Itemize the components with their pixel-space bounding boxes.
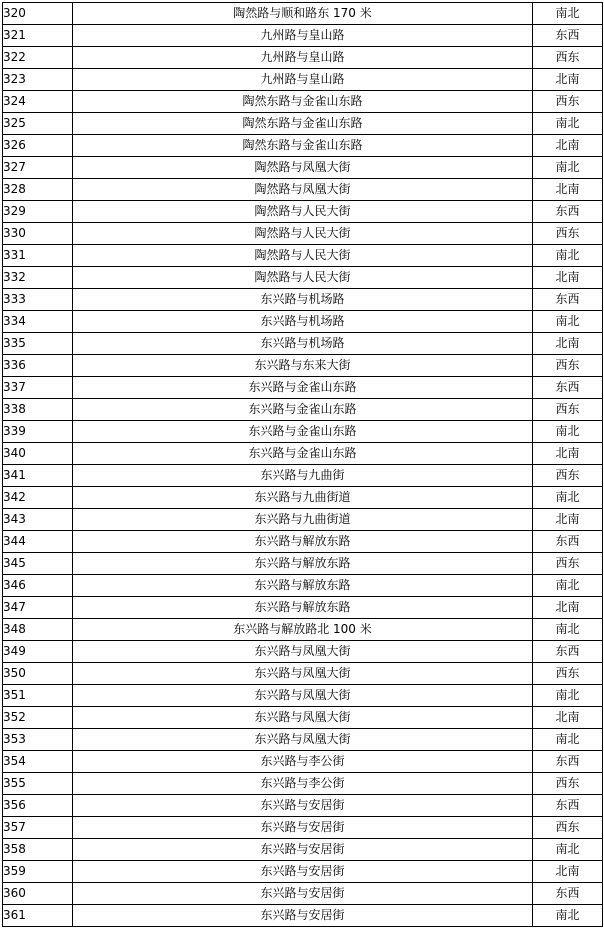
row-number: 338 bbox=[3, 399, 73, 421]
table-row bbox=[3, 223, 603, 245]
location-cell: 陶然路与凤凰大街 bbox=[73, 179, 533, 201]
row-number: 353 bbox=[3, 729, 73, 751]
direction-cell: 北南 bbox=[533, 707, 603, 729]
location-cell: 东兴路与安居街 bbox=[73, 795, 533, 817]
row-number: 339 bbox=[3, 421, 73, 443]
row-number: 322 bbox=[3, 47, 73, 69]
direction-cell: 东西 bbox=[533, 289, 603, 311]
direction-cell: 北南 bbox=[533, 509, 603, 531]
row-number: 354 bbox=[3, 751, 73, 773]
location-cell: 陶然路与凤凰大街 bbox=[73, 157, 533, 179]
row-number: 343 bbox=[3, 509, 73, 531]
row-number: 327 bbox=[3, 157, 73, 179]
direction-cell: 东西 bbox=[533, 883, 603, 905]
location-cell: 陶然路与人民大街 bbox=[73, 245, 533, 267]
direction-cell: 东西 bbox=[533, 751, 603, 773]
table-row bbox=[3, 377, 603, 399]
direction-cell: 南北 bbox=[533, 575, 603, 597]
location-cell: 东兴路与九曲街道 bbox=[73, 487, 533, 509]
direction-cell: 北南 bbox=[533, 597, 603, 619]
direction-cell: 西东 bbox=[533, 663, 603, 685]
direction-cell: 北南 bbox=[533, 69, 603, 91]
direction-cell: 南北 bbox=[533, 729, 603, 751]
row-number: 328 bbox=[3, 179, 73, 201]
direction-cell: 北南 bbox=[533, 267, 603, 289]
table-row bbox=[3, 531, 603, 553]
location-cell: 东兴路与解放东路 bbox=[73, 597, 533, 619]
location-cell: 九州路与皇山路 bbox=[73, 25, 533, 47]
row-number: 333 bbox=[3, 289, 73, 311]
location-cell: 东兴路与安居街 bbox=[73, 861, 533, 883]
row-number: 360 bbox=[3, 883, 73, 905]
location-cell: 陶然路与顺和路东 170 米 bbox=[73, 3, 533, 25]
table-row bbox=[3, 883, 603, 905]
table-row bbox=[3, 597, 603, 619]
table-row bbox=[3, 619, 603, 641]
table-row bbox=[3, 3, 603, 25]
location-cell: 东兴路与东来大街 bbox=[73, 355, 533, 377]
row-number: 350 bbox=[3, 663, 73, 685]
table-row bbox=[3, 267, 603, 289]
location-cell: 东兴路与凤凰大街 bbox=[73, 641, 533, 663]
location-cell: 陶然东路与金雀山东路 bbox=[73, 91, 533, 113]
location-cell: 九州路与皇山路 bbox=[73, 47, 533, 69]
direction-cell: 东西 bbox=[533, 531, 603, 553]
row-number: 331 bbox=[3, 245, 73, 267]
location-cell: 陶然路与人民大街 bbox=[73, 267, 533, 289]
table-row bbox=[3, 575, 603, 597]
direction-cell: 南北 bbox=[533, 905, 603, 927]
camera-location-table bbox=[2, 2, 603, 927]
row-number: 330 bbox=[3, 223, 73, 245]
table-row bbox=[3, 861, 603, 883]
table-body bbox=[3, 3, 603, 927]
location-cell: 东兴路与凤凰大街 bbox=[73, 729, 533, 751]
row-number: 326 bbox=[3, 135, 73, 157]
row-number: 347 bbox=[3, 597, 73, 619]
location-cell: 东兴路与机场路 bbox=[73, 289, 533, 311]
table-row bbox=[3, 553, 603, 575]
direction-cell: 西东 bbox=[533, 817, 603, 839]
direction-cell: 南北 bbox=[533, 245, 603, 267]
location-cell: 东兴路与凤凰大街 bbox=[73, 707, 533, 729]
location-cell: 东兴路与金雀山东路 bbox=[73, 443, 533, 465]
table-row bbox=[3, 201, 603, 223]
direction-cell: 东西 bbox=[533, 641, 603, 663]
row-number: 358 bbox=[3, 839, 73, 861]
table-row bbox=[3, 157, 603, 179]
row-number: 329 bbox=[3, 201, 73, 223]
direction-cell: 南北 bbox=[533, 311, 603, 333]
direction-cell: 西东 bbox=[533, 223, 603, 245]
table-row bbox=[3, 113, 603, 135]
location-cell: 东兴路与凤凰大街 bbox=[73, 685, 533, 707]
location-cell: 东兴路与凤凰大街 bbox=[73, 663, 533, 685]
table-row bbox=[3, 685, 603, 707]
row-number: 351 bbox=[3, 685, 73, 707]
table-row bbox=[3, 795, 603, 817]
row-number: 352 bbox=[3, 707, 73, 729]
direction-cell: 南北 bbox=[533, 619, 603, 641]
row-number: 340 bbox=[3, 443, 73, 465]
direction-cell: 西东 bbox=[533, 91, 603, 113]
direction-cell: 西东 bbox=[533, 465, 603, 487]
direction-cell: 西东 bbox=[533, 355, 603, 377]
table-row bbox=[3, 69, 603, 91]
location-cell: 陶然路与人民大街 bbox=[73, 201, 533, 223]
row-number: 345 bbox=[3, 553, 73, 575]
row-number: 344 bbox=[3, 531, 73, 553]
table-row bbox=[3, 641, 603, 663]
table-row bbox=[3, 421, 603, 443]
direction-cell: 南北 bbox=[533, 113, 603, 135]
row-number: 348 bbox=[3, 619, 73, 641]
location-cell: 东兴路与安居街 bbox=[73, 817, 533, 839]
table-row bbox=[3, 509, 603, 531]
row-number: 357 bbox=[3, 817, 73, 839]
row-number: 341 bbox=[3, 465, 73, 487]
table-row bbox=[3, 663, 603, 685]
direction-cell: 东西 bbox=[533, 795, 603, 817]
location-cell: 东兴路与解放东路 bbox=[73, 575, 533, 597]
location-cell: 东兴路与解放东路 bbox=[73, 553, 533, 575]
location-cell: 东兴路与金雀山东路 bbox=[73, 377, 533, 399]
direction-cell: 北南 bbox=[533, 333, 603, 355]
table-row bbox=[3, 729, 603, 751]
table-row bbox=[3, 25, 603, 47]
row-number: 321 bbox=[3, 25, 73, 47]
table-row bbox=[3, 487, 603, 509]
table-row bbox=[3, 355, 603, 377]
table-row bbox=[3, 135, 603, 157]
row-number: 332 bbox=[3, 267, 73, 289]
direction-cell: 北南 bbox=[533, 443, 603, 465]
table-row bbox=[3, 707, 603, 729]
table-row bbox=[3, 905, 603, 927]
direction-cell: 北南 bbox=[533, 179, 603, 201]
location-cell: 陶然东路与金雀山东路 bbox=[73, 135, 533, 157]
row-number: 337 bbox=[3, 377, 73, 399]
table-row bbox=[3, 179, 603, 201]
row-number: 355 bbox=[3, 773, 73, 795]
location-cell: 东兴路与机场路 bbox=[73, 333, 533, 355]
row-number: 346 bbox=[3, 575, 73, 597]
row-number: 335 bbox=[3, 333, 73, 355]
table-row bbox=[3, 245, 603, 267]
table-row bbox=[3, 465, 603, 487]
location-cell: 东兴路与九曲街道 bbox=[73, 509, 533, 531]
table-row bbox=[3, 817, 603, 839]
direction-cell: 南北 bbox=[533, 421, 603, 443]
location-cell: 东兴路与金雀山东路 bbox=[73, 399, 533, 421]
direction-cell: 西东 bbox=[533, 47, 603, 69]
location-cell: 东兴路与解放东路 bbox=[73, 531, 533, 553]
location-cell: 东兴路与安居街 bbox=[73, 839, 533, 861]
location-cell: 东兴路与安居街 bbox=[73, 905, 533, 927]
row-number: 336 bbox=[3, 355, 73, 377]
location-cell: 东兴路与机场路 bbox=[73, 311, 533, 333]
table-row bbox=[3, 47, 603, 69]
direction-cell: 东西 bbox=[533, 201, 603, 223]
row-number: 323 bbox=[3, 69, 73, 91]
location-cell: 东兴路与金雀山东路 bbox=[73, 421, 533, 443]
location-cell: 东兴路与解放路北 100 米 bbox=[73, 619, 533, 641]
direction-cell: 北南 bbox=[533, 135, 603, 157]
row-number: 324 bbox=[3, 91, 73, 113]
direction-cell: 东西 bbox=[533, 25, 603, 47]
table-row bbox=[3, 839, 603, 861]
direction-cell: 北南 bbox=[533, 861, 603, 883]
location-cell: 九州路与皇山路 bbox=[73, 69, 533, 91]
table-row bbox=[3, 91, 603, 113]
row-number: 356 bbox=[3, 795, 73, 817]
direction-cell: 南北 bbox=[533, 3, 603, 25]
row-number: 349 bbox=[3, 641, 73, 663]
table-row bbox=[3, 399, 603, 421]
direction-cell: 东西 bbox=[533, 377, 603, 399]
table-row bbox=[3, 751, 603, 773]
row-number: 361 bbox=[3, 905, 73, 927]
row-number: 359 bbox=[3, 861, 73, 883]
table-row bbox=[3, 773, 603, 795]
direction-cell: 西东 bbox=[533, 553, 603, 575]
location-cell: 东兴路与九曲街 bbox=[73, 465, 533, 487]
direction-cell: 西东 bbox=[533, 399, 603, 421]
direction-cell: 南北 bbox=[533, 487, 603, 509]
table-row bbox=[3, 289, 603, 311]
row-number: 334 bbox=[3, 311, 73, 333]
direction-cell: 南北 bbox=[533, 839, 603, 861]
location-cell: 东兴路与安居街 bbox=[73, 883, 533, 905]
location-cell: 东兴路与李公街 bbox=[73, 751, 533, 773]
row-number: 342 bbox=[3, 487, 73, 509]
direction-cell: 南北 bbox=[533, 157, 603, 179]
row-number: 325 bbox=[3, 113, 73, 135]
direction-cell: 西东 bbox=[533, 773, 603, 795]
table-row bbox=[3, 311, 603, 333]
table-row bbox=[3, 443, 603, 465]
location-cell: 陶然路与人民大街 bbox=[73, 223, 533, 245]
direction-cell: 南北 bbox=[533, 685, 603, 707]
location-cell: 陶然东路与金雀山东路 bbox=[73, 113, 533, 135]
location-cell: 东兴路与李公街 bbox=[73, 773, 533, 795]
row-number: 320 bbox=[3, 3, 73, 25]
table-row bbox=[3, 333, 603, 355]
